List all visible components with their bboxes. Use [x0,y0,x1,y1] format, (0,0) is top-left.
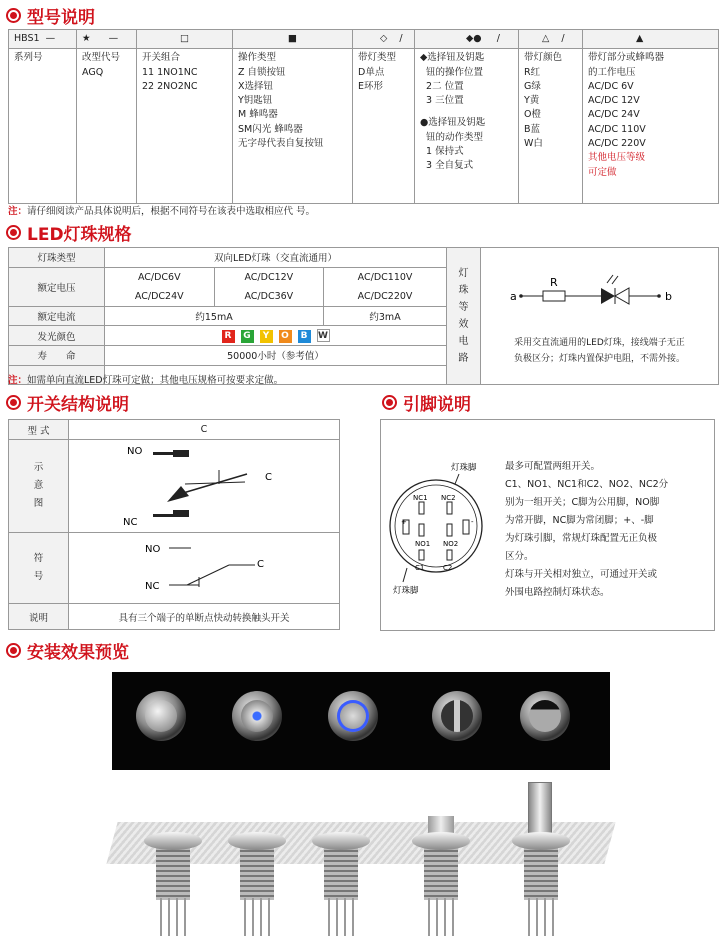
front-panel-photo [112,672,610,770]
section-title-model [6,3,95,28]
col-operation: 操作类型 Z 自锁按钮 X选择钮 Y钥匙钮 M 蜂鸣器 SM闪光 蜂鸣器 无字母代表自复按钮 [233,49,353,204]
circuit-b-label: b [665,290,672,304]
push-button-blue-ring [328,691,378,741]
col-series: 系列号 [9,49,77,204]
model-table [8,29,719,204]
section-bullet-icon [6,8,21,23]
cell-value: 50000小时（参考值） [105,345,447,365]
cell-label: 额定电压 [9,267,105,306]
circuit-description: 采用交直流通用的LED灯珠，接线端子无正 负极区分；灯珠内置保护电阻，不需外接。 [513,338,685,365]
section-title-text: 引脚说明 [403,395,471,415]
cell-value: AC/DC36V [214,287,324,307]
resistor-icon [543,291,565,301]
switch-row-diagram [9,440,340,533]
pin-nc2-label: NC2 [441,494,456,502]
section-title-pins [382,390,471,415]
section-title-text: LED灯珠规格 [27,225,132,245]
section-title-text: 开关结构说明 [27,395,129,415]
cell-label: 型 式 [9,420,69,440]
color-chips [105,326,447,346]
cell-value: 约3mA [324,306,447,326]
push-button-blue-dot [232,691,282,741]
cell-value: AC/DC24V [105,287,215,307]
model-table-body [9,49,719,204]
switch-symbol [69,533,339,603]
cell-value: AC/DC110V [324,267,447,287]
col-variant: 改型代号 AGQ [77,49,137,204]
header-cell: ◆● / [415,30,519,49]
color-chip-red: R [222,330,235,343]
section-title-install [6,638,129,663]
color-chip-white: W [318,330,328,341]
col-combination: 开关组合 11 1NO1NC 22 2NO2NC [137,49,233,204]
section-bullet-icon [382,395,397,410]
col-lamp-type: 带灯类型 D单点 E环形 [353,49,415,204]
cell-label: 符号 [9,533,69,604]
section-bullet-icon [6,395,21,410]
circuit-a-label: a [510,290,517,304]
header-cell: ◇ / [353,30,415,49]
circuit-label: 灯珠等效电路 [447,248,481,385]
switch-diagram [69,440,339,532]
led-diode-icon [601,288,615,304]
cell-label: 寿 命 [9,345,105,365]
key-switch [520,691,570,741]
cell-value: 约15mA [105,306,324,326]
nc-label: NC [123,517,138,528]
c-label: C [265,472,272,483]
col-lamp-color: 带灯颜色 R红 G绿 Y黄 O橙 B蓝 W白 [519,49,583,204]
pin-c1-label: C1 [415,564,425,572]
section-bullet-icon [6,225,21,240]
pins-description: 最多可配置两组开关。 C1、NO1、NC1和C2、NO2、NC2分 别为一组开关；C脚为公用脚，NO脚 为常开脚，NC脚为常闭脚；+、-脚 为灯珠引脚，常规灯珠配置无正负极 区分。 灯珠与开关相对独立，可通过开关或 外围电路控制灯珠状态。 [505,461,669,598]
color-chip-blue: B [298,330,311,343]
pins-panel [380,419,715,631]
model-table-header [9,30,719,49]
side-view-photo [112,780,610,940]
lamp-pin-label-top: 灯珠脚 [451,463,477,473]
switch-row-symbol [9,533,340,604]
color-chip-orange: O [279,330,292,343]
cell-value: 双向LED灯珠（交直流通用） [105,248,447,268]
pin-nc1-label: NC1 [413,494,428,502]
note-model: 注：请仔细阅读产品具体说明后，根据不同符号在该表中选取相应代 号。 [8,206,316,217]
col-voltage: 带灯部分或蜂鸣器 的工作电压 AC/DC 6V AC/DC 12V AC/DC 24V AC/DC 110V AC/DC 220V 其他电压等级 可定做 [583,49,719,204]
header-cell: ★ — [77,30,137,49]
color-chip-yellow: Y [260,330,273,343]
header-cell: HBS1 — [9,30,77,49]
pin-plus-label: + [401,518,407,526]
switch-row-type [9,420,340,440]
header-cell: △ / [519,30,583,49]
section-title-led [6,220,132,245]
cell-label: 示意图 [9,440,69,533]
switch-diagram-cell [69,440,340,533]
section-title-switch [6,390,129,415]
push-button-plain [136,691,186,741]
pin-layout-diagram [389,458,504,628]
color-chip-green: G [241,330,254,343]
no-label: NO [145,544,161,555]
section-bullet-icon [6,643,21,658]
pin-no2-label: NO2 [443,540,459,548]
led-table [8,247,719,385]
cell-value: 具有三个端子的单断点快动转换触头开关 [69,604,340,630]
cell-value: AC/DC12V [214,267,324,287]
header-cell: ▲ [583,30,719,49]
section-title-text: 型号说明 [27,8,95,28]
c-label: C [257,559,264,570]
section-title-text: 安装效果预览 [27,643,129,663]
cell-label: 说明 [9,604,69,630]
switch-symbol-cell [69,533,340,604]
switch-table [8,419,340,630]
cell-label: 发光颜色 [9,326,105,346]
col-position: ◆选择钮及钥匙 钮的操作位置 2二 位置 3 三位置 ●选择钮及钥匙 钮的动作类型 1 保持式 3 全自复式 [415,49,519,204]
circuit-r-label: R [550,276,558,290]
pin-no1-label: NO1 [415,540,431,548]
header-cell: □ [137,30,233,49]
selector-switch [432,691,482,741]
header-cell: ■ [233,30,353,49]
pin-minus-label: - [471,518,474,526]
cell-value: AC/DC220V [324,287,447,307]
lamp-pin-label-bottom: 灯珠脚 [393,586,419,596]
cell-value: AC/DC6V [105,267,215,287]
circuit-cell [481,248,719,385]
cell-label: 额定电流 [9,306,105,326]
nc-label: NC [145,581,160,592]
switch-row-desc [9,604,340,630]
no-label: NO [127,446,143,457]
cell-value: C [69,420,340,440]
cell-label: 灯珠类型 [9,248,105,268]
note-led: 注：如需单向直流LED灯珠可定做；其他电压规格可按要求定做。 [8,375,284,386]
pin-c2-label: C2 [443,564,453,572]
led-row-type [9,248,719,268]
led-circuit-diagram [481,263,718,333]
